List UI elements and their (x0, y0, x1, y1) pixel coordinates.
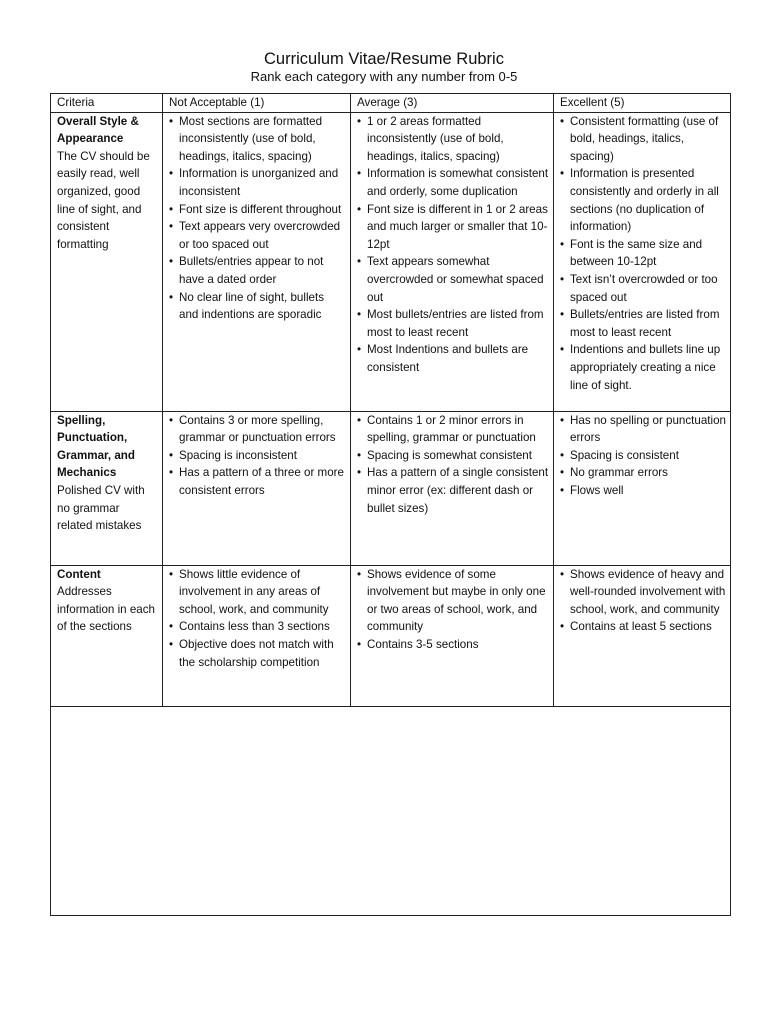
criteria-name: Overall Style & Appearance (57, 114, 139, 146)
bullet-list (560, 113, 726, 395)
bullet-list (560, 566, 726, 636)
average-cell (351, 565, 554, 706)
blank-row (51, 706, 731, 915)
criteria-description: Polished CV with no grammar related mistakes (57, 483, 145, 533)
bullet-item: • Bullets/entries are listed from most to least recent (560, 306, 726, 341)
bullet-item: • 1 or 2 areas formatted inconsistently (use of bold, headings, italics, spacing) (357, 113, 549, 166)
bullet-list (169, 412, 346, 500)
bullet-item: • Most sections are formatted inconsistently (use of bold, headings, italics, spacing) (169, 113, 346, 166)
table-row (51, 112, 731, 411)
bullet-item: • Contains 3-5 sections (357, 636, 549, 654)
bullet-item: • Text isn’t overcrowded or too spaced out (560, 271, 726, 306)
table-row (51, 411, 731, 565)
bullet-item: • Information is unorganized and inconsistent (169, 165, 346, 200)
criteria-cell (51, 565, 163, 706)
bullet-item: • Shows evidence of some involvement but maybe in only one or two areas of school, work, and community (357, 566, 549, 636)
bullet-item: • Font size is different throughout (169, 201, 346, 219)
table-row (51, 565, 731, 706)
bullet-item: • Font is the same size and between 10-12pt (560, 236, 726, 271)
bullet-item: • Most bullets/entries are listed from most to least recent (357, 306, 549, 341)
bullet-item: • No grammar errors (560, 464, 726, 482)
bullet-item: • Objective does not match with the scholarship competition (169, 636, 346, 671)
bullet-item: • Text appears somewhat overcrowded or somewhat spaced out (357, 253, 549, 306)
bullet-list (560, 412, 726, 500)
bullet-item: • Information is somewhat consistent and orderly, some duplication (357, 165, 549, 200)
header-criteria: Criteria (51, 94, 163, 113)
criteria-cell (51, 411, 163, 565)
header-not-acceptable: Not Acceptable (1) (163, 94, 351, 113)
criteria-name: Content (57, 567, 101, 581)
bullet-item: • Text appears very overcrowded or too spaced out (169, 218, 346, 253)
criteria-name: Spelling, Punctuation, Grammar, and Mechanics (57, 413, 135, 480)
bullet-item: • Most Indentions and bullets are consistent (357, 341, 549, 376)
bullet-item: • Has a pattern of a single consistent minor error (ex: different dash or bullet sizes) (357, 464, 549, 517)
bullet-item: • Has no spelling or punctuation errors (560, 412, 726, 447)
not-acceptable-cell (163, 411, 351, 565)
bullet-list (357, 113, 549, 377)
header-excellent: Excellent (5) (554, 94, 731, 113)
criteria-description: The CV should be easily read, well organized, good line of sight, and consistent formatting (57, 149, 150, 251)
bullet-item: • Information is presented consistently and orderly in all sections (no duplication of information) (560, 165, 726, 235)
excellent-cell (554, 112, 731, 411)
document-subtitle: Rank each category with any number from 0-5 (250, 69, 518, 84)
excellent-cell (554, 411, 731, 565)
bullet-item: • Contains 1 or 2 minor errors in spelling, grammar or punctuation (357, 412, 549, 447)
blank-cell (51, 706, 731, 915)
bullet-item: • Bullets/entries appear to not have a dated order (169, 253, 346, 288)
bullet-item: • Font size is different in 1 or 2 areas and much larger or smaller that 10-12pt (357, 201, 549, 254)
not-acceptable-cell (163, 112, 351, 411)
average-cell (351, 411, 554, 565)
bullet-item: • Has a pattern of a three or more consistent errors (169, 464, 346, 499)
bullet-item: • Shows little evidence of involvement in any areas of school, work, and community (169, 566, 346, 619)
bullet-item: • Shows evidence of heavy and well-rounded involvement with school, work, and community (560, 566, 726, 619)
bullet-list (357, 412, 549, 518)
document-title: Curriculum Vitae/Resume Rubric (264, 50, 504, 68)
bullet-item: • Consistent formatting (use of bold, headings, italics, spacing) (560, 113, 726, 166)
bullet-list (169, 113, 346, 324)
criteria-description: Addresses information in each of the sections (57, 585, 155, 634)
bullet-list (357, 566, 549, 654)
bullet-list (169, 566, 346, 672)
bullet-item: • Contains 3 or more spelling, grammar or punctuation errors (169, 412, 346, 447)
table-header-row (51, 94, 731, 113)
header-average: Average (3) (351, 94, 554, 113)
bullet-item: • Spacing is consistent (560, 447, 726, 465)
bullet-item: • Indentions and bullets line up appropriately creating a nice line of sight. (560, 341, 726, 394)
not-acceptable-cell (163, 565, 351, 706)
criteria-cell (51, 112, 163, 411)
bullet-item: • Spacing is somewhat consistent (357, 447, 549, 465)
bullet-item: • Flows well (560, 482, 726, 500)
rubric-table (50, 93, 731, 916)
bullet-item: • Contains less than 3 sections (169, 618, 346, 636)
bullet-item: • No clear line of sight, bullets and indentions are sporadic (169, 289, 346, 324)
bullet-item: • Spacing is inconsistent (169, 447, 346, 465)
bullet-item: • Contains at least 5 sections (560, 618, 726, 636)
average-cell (351, 112, 554, 411)
excellent-cell (554, 565, 731, 706)
